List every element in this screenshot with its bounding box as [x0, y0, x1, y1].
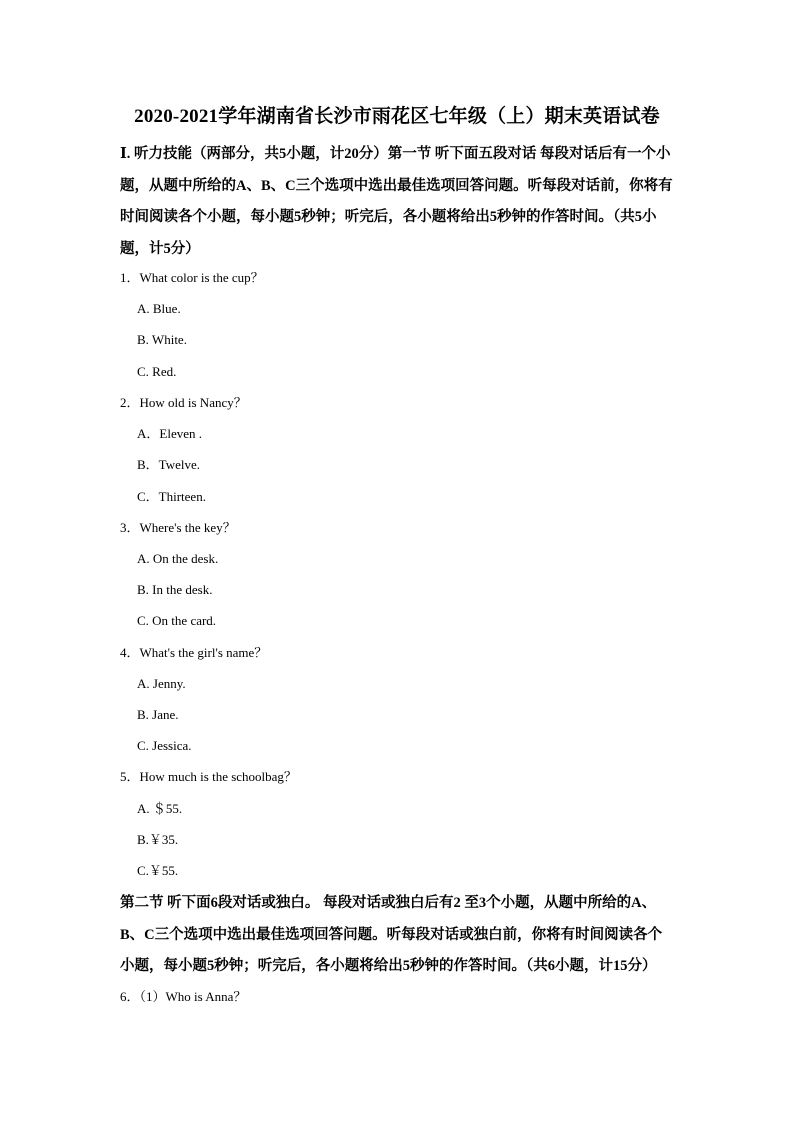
option-5b: B.￥35.	[137, 832, 179, 847]
option-1c: C. Red.	[137, 364, 177, 379]
question-3: 3．Where's the key？	[120, 520, 236, 535]
option-2b: B．Twelve.	[137, 457, 200, 472]
question-1: 1．What color is the cup？	[120, 270, 264, 285]
section2-intro: 第二节 听下面6段对话或独白。 每段对话或独白后有2 至3个小题，从题中所给的A、B、C三个选项中选出最佳选项回答问题。听每段对话或独白前，你将有时间阅读各个小题，每小题5秒钟；听完后，各小题将给出5秒钟的作答时间。（共6小题，计15分）	[120, 895, 663, 974]
option-3a: A. On the desk.	[137, 551, 219, 566]
option-3b: B. In the desk.	[137, 582, 213, 597]
question-2: 2．How old is Nancy？	[120, 395, 247, 410]
question-6: 6．（1）Who is Anna？	[120, 989, 247, 1004]
section1-intro: Ⅰ. 听力技能（两部分，共5小题，计20分）第一节 听下面五段对话 每段对话后有一个小题，从题中所给的A、B、C三个选项中选出最佳选项回答问题。听每段对话前，你将有时间阅读各个小题，每小题5秒钟；听完后，各小题将给出5秒钟的作答时间。（共5小题，计5分）	[120, 146, 673, 257]
option-1b: B. White.	[137, 332, 187, 347]
option-1a: A. Blue.	[137, 301, 181, 316]
option-4a: A. Jenny.	[137, 676, 186, 691]
option-2c: C．Thirteen.	[137, 489, 206, 504]
option-3c: C. On the card.	[137, 613, 217, 628]
question-4: 4．What's the girl's name？	[120, 645, 268, 660]
page-title: 2020-2021学年湖南省长沙市雨花区七年级（上）期末英语试卷	[134, 106, 660, 127]
option-5c: C.￥55.	[137, 863, 179, 878]
option-4c: C. Jessica.	[137, 738, 192, 753]
question-5: 5．How much is the schoolbag？	[120, 769, 297, 784]
option-5a: A. ＄55.	[137, 801, 183, 816]
option-2a: A．Eleven .	[137, 426, 202, 441]
option-4b: B. Jane.	[137, 707, 179, 722]
